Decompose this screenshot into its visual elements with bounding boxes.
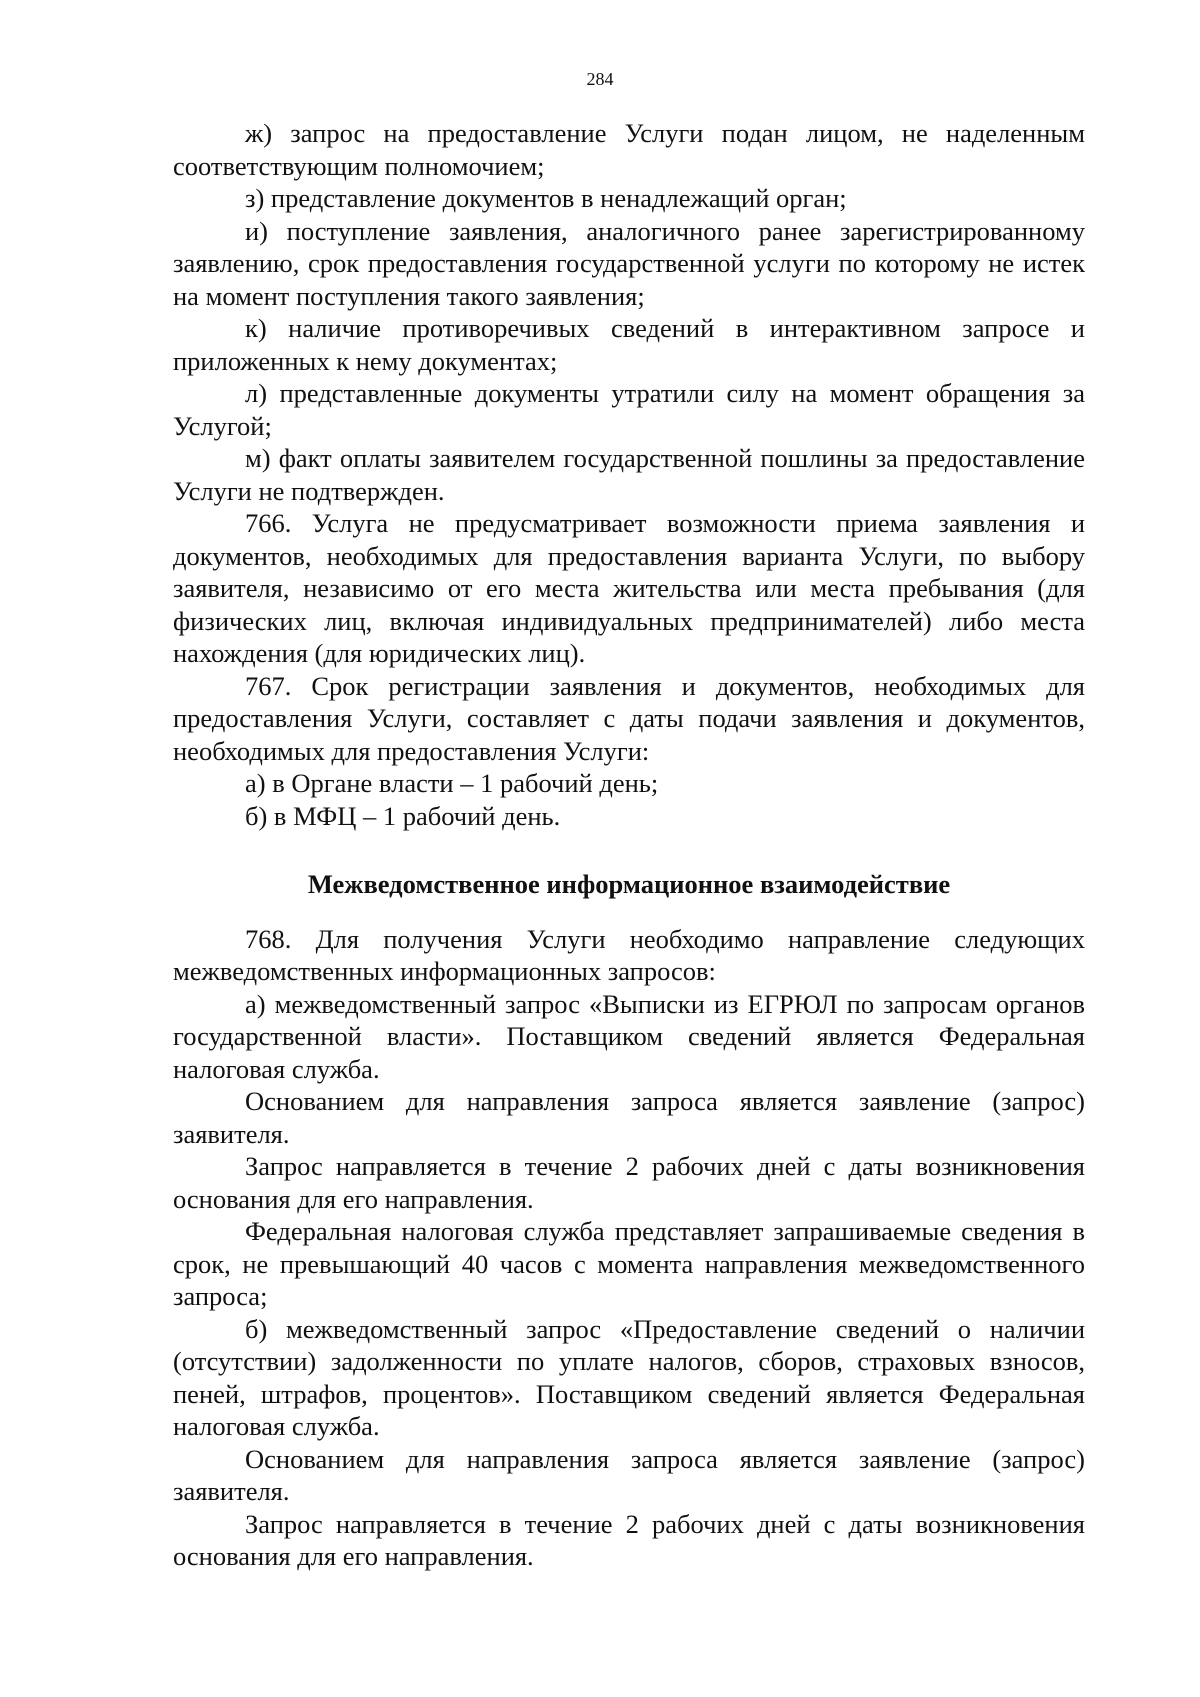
paragraph-basis-a: Основанием для направления запроса является заявление (запрос) заявителя.: [173, 1086, 1085, 1149]
document-body: [173, 117, 1085, 1573]
page-number: 284: [586, 69, 614, 89]
paragraph-deadline-a: Запрос направляется в течение 2 рабочих дней с даты возникновения основания для его направления.: [173, 1151, 1085, 1214]
paragraph-deadline-b: Запрос направляется в течение 2 рабочих дней с даты возникновения основания для его направления.: [173, 1508, 1085, 1571]
section-heading: Межведомственное информационное взаимодействие: [307, 869, 951, 899]
paragraph-767: 767. Срок регистрации заявления и документов, необходимых для предоставления Услуги, составляет с даты подачи заявления и документов, необходимых для предоставления Услуги:: [173, 670, 1085, 766]
paragraph-item-l: л) представленные документы утратили силу на момент обращения за Услугой;: [173, 378, 1085, 441]
paragraph-item-k: к) наличие противоречивых сведений в интерактивном запросе и приложенных к нему документах;: [173, 313, 1085, 376]
paragraph-768: 768. Для получения Услуги необходимо направление следующих межведомственных информационных запросов:: [173, 923, 1085, 986]
paragraph-item-m: м) факт оплаты заявителем государственной пошлины за предоставление Услуги не подтвержден.: [173, 443, 1085, 506]
paragraph-768-b: б) межведомственный запрос «Предоставление сведений о наличии (отсутствии) задолженности по уплате налогов, сборов, страховых взносов, пеней, штрафов, процентов». Поставщиком сведений является Федеральная налоговая служба.: [173, 1313, 1085, 1441]
paragraph-768-a: а) межведомственный запрос «Выписки из ЕГРЮЛ по запросам органов государственной власти». Поставщиком сведений является Федеральная налоговая служба.: [173, 988, 1085, 1084]
paragraph-766: 766. Услуга не предусматривает возможности приема заявления и документов, необходимых для предоставления варианта Услуги, по выбору заявителя, независимо от его места жительства или места пребывания (для физических лиц, включая индивидуальных предпринимателей) либо места нахождения (для юридических лиц).: [173, 508, 1085, 668]
paragraph-item-zh: ж) запрос на предоставление Услуги подан лицом, не наделенным соответствующим полномочием;: [173, 118, 1085, 181]
paragraph-fns-term: Федеральная налоговая служба представляет запрашиваемые сведения в срок, не превышающий 40 часов с момента направления межведомственного запроса;: [173, 1216, 1085, 1311]
paragraph-item-z: з) представление документов в ненадлежащий орган;: [245, 183, 847, 213]
paragraph-basis-b: Основанием для направления запроса является заявление (запрос) заявителя.: [173, 1443, 1085, 1506]
paragraph-item-i: и) поступление заявления, аналогичного ранее зарегистрированному заявлению, срок предоставления государственной услуги по которому не истек на момент поступления такого заявления;: [173, 215, 1085, 311]
paragraph-767-a: а) в Органе власти – 1 рабочий день;: [245, 768, 659, 798]
paragraph-767-b: б) в МФЦ – 1 рабочий день.: [245, 800, 561, 831]
